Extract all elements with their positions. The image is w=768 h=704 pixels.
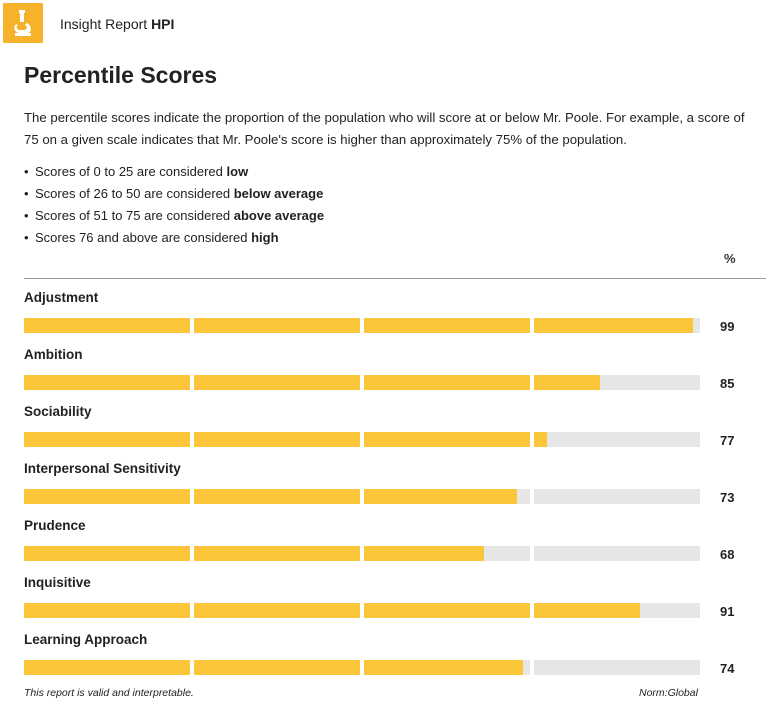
bar-fill xyxy=(364,432,530,447)
scale-row xyxy=(24,404,768,461)
scale-name: Learning Approach xyxy=(24,632,148,647)
report-name-code: HPI xyxy=(151,16,175,32)
bar-fill xyxy=(364,489,517,504)
bar-fill xyxy=(24,489,190,504)
bar-segment xyxy=(194,603,360,618)
bar-segment xyxy=(24,318,190,333)
scale-row xyxy=(24,518,768,575)
bar-segment xyxy=(534,660,700,675)
scale-value: 68 xyxy=(720,547,735,562)
microscope-icon xyxy=(13,10,33,36)
report-name-prefix: Insight Report xyxy=(60,16,148,32)
bar-fill xyxy=(194,432,360,447)
score-bar xyxy=(24,603,702,618)
scale-value: 77 xyxy=(720,433,735,448)
scale-name: Sociability xyxy=(24,404,92,419)
bar-segment xyxy=(534,489,700,504)
bar-segment xyxy=(364,489,530,504)
percent-column-header: % xyxy=(724,251,736,266)
bar-segment xyxy=(364,546,530,561)
bar-segment xyxy=(364,318,530,333)
scale-value: 85 xyxy=(720,376,735,391)
scale-row xyxy=(24,632,768,689)
bar-fill xyxy=(534,432,547,447)
bar-fill xyxy=(194,318,360,333)
logo xyxy=(3,3,43,43)
score-bar xyxy=(24,660,702,675)
bar-fill xyxy=(364,660,523,675)
scale-name: Adjustment xyxy=(24,290,99,305)
bar-segment xyxy=(364,660,530,675)
bar-segment xyxy=(194,318,360,333)
bar-segment xyxy=(194,546,360,561)
bar-fill xyxy=(364,603,530,618)
bar-fill xyxy=(24,546,190,561)
bar-segment xyxy=(364,603,530,618)
bar-segment xyxy=(24,432,190,447)
range-item: • Scores of 0 to 25 are considered low xyxy=(24,161,324,183)
scales-list xyxy=(24,290,768,689)
bar-fill xyxy=(24,660,190,675)
bar-segment xyxy=(24,546,190,561)
bar-fill xyxy=(534,318,693,333)
range-item: • Scores 76 and above are considered high xyxy=(24,227,324,249)
bar-fill xyxy=(534,603,640,618)
bar-fill xyxy=(194,489,360,504)
score-bar xyxy=(24,546,702,561)
bar-fill xyxy=(24,603,190,618)
report-header xyxy=(0,0,768,48)
scale-value: 91 xyxy=(720,604,735,619)
scale-row xyxy=(24,575,768,632)
range-item: • Scores of 26 to 50 are considered below average xyxy=(24,183,324,205)
score-bar xyxy=(24,375,702,390)
score-ranges-list xyxy=(24,161,324,249)
validity-note: This report is valid and interpretable. xyxy=(24,687,194,699)
bar-segment xyxy=(534,603,700,618)
scale-name: Interpersonal Sensitivity xyxy=(24,461,181,476)
bar-fill xyxy=(24,375,190,390)
bar-fill xyxy=(194,546,360,561)
bar-fill xyxy=(194,375,360,390)
bar-fill xyxy=(364,318,530,333)
norm-label: Norm:Global xyxy=(639,687,698,699)
scale-name: Prudence xyxy=(24,518,86,533)
bar-fill xyxy=(364,546,484,561)
bar-segment xyxy=(24,489,190,504)
bar-segment xyxy=(194,660,360,675)
bar-segment xyxy=(24,603,190,618)
intro-text: The percentile scores indicate the proportion of the population who will score at or below Mr. Poole. For example, a score of 75 on a given scale indicates that Mr. Poole's score is higher than approximately 75% of the population. xyxy=(24,110,745,147)
scale-name: Inquisitive xyxy=(24,575,91,590)
scale-value: 99 xyxy=(720,319,735,334)
divider xyxy=(24,278,766,279)
scale-value: 73 xyxy=(720,490,735,505)
bar-segment xyxy=(194,375,360,390)
score-bar xyxy=(24,432,702,447)
bar-segment xyxy=(194,432,360,447)
score-bar xyxy=(24,489,702,504)
range-item: • Scores of 51 to 75 are considered above average xyxy=(24,205,324,227)
bar-segment xyxy=(534,318,700,333)
scale-value: 74 xyxy=(720,661,735,676)
bar-fill xyxy=(364,375,530,390)
scale-row xyxy=(24,347,768,404)
scale-row xyxy=(24,290,768,347)
page-title: Percentile Scores xyxy=(24,62,218,88)
bar-segment xyxy=(194,489,360,504)
bar-fill xyxy=(194,660,360,675)
report-name xyxy=(60,16,174,32)
scale-name: Ambition xyxy=(24,347,83,362)
score-bar xyxy=(24,318,702,333)
bar-fill xyxy=(24,432,190,447)
scale-row xyxy=(24,461,768,518)
bar-segment xyxy=(534,432,700,447)
bar-fill xyxy=(24,318,190,333)
bar-segment xyxy=(534,375,700,390)
bar-fill xyxy=(534,375,600,390)
bar-segment xyxy=(364,432,530,447)
bar-fill xyxy=(194,603,360,618)
bar-segment xyxy=(534,546,700,561)
bar-segment xyxy=(24,375,190,390)
bar-segment xyxy=(364,375,530,390)
bar-segment xyxy=(24,660,190,675)
